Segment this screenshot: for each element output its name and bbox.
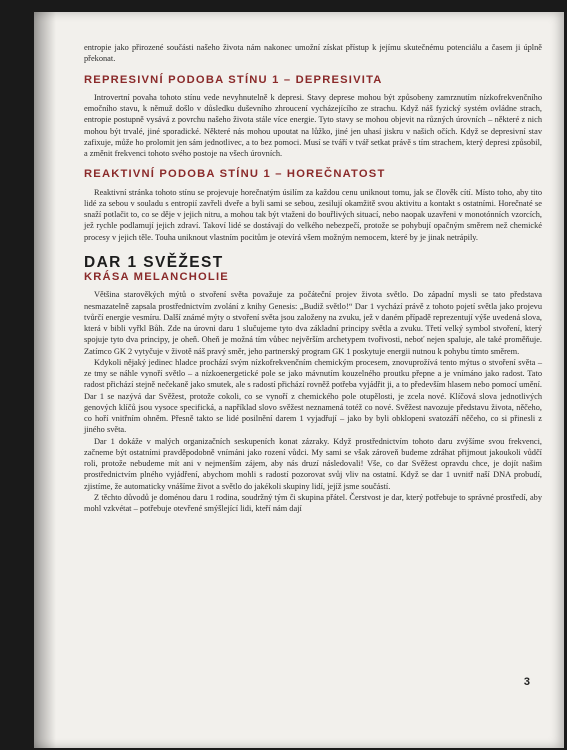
section-heading-depresivita: REPRESIVNÍ PODOBA STÍNU 1 – DEPRESIVITA — [84, 73, 383, 86]
chapter-title-dar: DAR 1 SVĚŽEST — [84, 253, 224, 271]
dar-paragraph-1: Většina starověkých mýtů o stvoření světa považuje za počáteční projev života světlo. Do západní mysli se tato představa nesmazatelně zapsala prostřednictvím zvolání z knihy Genesis: „Budiž světlo!“ Dar 1 vychází právě z tohoto pojetí světla jako projevu tvůrčí energie vesmíru. Další známé mýty o stvoření světa jsou založeny na zvuku, jež v daném případě reprezentují výše uvedená slova, která v bibli vyřkl Bůh. Zde na úrovni daru 1 slučujeme tyto dva základní principy světla a zvuku. Třetí velký symbol stvoření, který spojuje tyto dva principy, je oheň. Oheň je možná tím vůbec nejvěrším archetypem tvořivosti, neboť nejen spaluje, ale také proměňuje. Zatímco GK 2 vytyčuje v životě náš pravý směr, jeho partnerský program GK 1 poskytuje energii nutnou k pohybu tímto směrem. — [84, 290, 542, 356]
dar-paragraph-3: Dar 1 dokáže v malých organizačních seskupeních konat zázraky. Když prostřednictvím tohoto daru zvýšíme svou frekvenci, začneme být ostatními pravděpodobně vnímáni jako rození vůdci. My sami se však zároveň budeme zdráhat přijmout jakoukoli vůdčí roli, protože nebudeme mít ani v nejmenším zájem, aby nás druzí následovali! Vše, co dar Svěžest opravdu chce, je dojít našim prostřednictvím plného vyjádření, abychom mohli s radostí pozorovat svůj vliv na ostatní. Když se dar 1 uvnitř naší DNA probudí, zjistíme, že automaticky vnášíme život a světlo do jakékoli skupiny lidí, jejíž jsme součástí. — [84, 436, 542, 491]
section-heading-horecnatost: REAKTIVNÍ PODOBA STÍNU 1 – HOREČNATOST — [84, 168, 386, 181]
paragraph-horecnatost: Reaktivní stránka tohoto stínu se projevuje horečnatým úsilím za každou cenu uniknout tomu, jak se člověk cítí. Místo toho, aby tito lidé za sebou v souladu s entropií zavřeli dveře a byli sami se sebou, zesilují okamžitě svou aktivitu a kontakt s ostatními. Horečnaté se snaží potlačit to, co se děje v jejich nitru, a mohou tak být vtaženi do bouřlivých situací, nebo naopak uzavřeni v monotónních vzorcích, jež rychle podlamují jejich zdraví. Takoví lidé se dostávají do velkého nebezpečí, protože se pohybují opačným směrem než chemické procesy v jejich těle. Touha uniknout vlastním pocitům je otevírá všem možným nemocem, které by je jinak netrápily. — [84, 187, 542, 242]
book-page — [34, 12, 564, 748]
page-content — [84, 42, 542, 514]
paragraph-depresivita: Introvertní povaha tohoto stínu vede nevyhnutelně k depresi. Stavy deprese mohou být způsobeny zamrznutím nízkofrekvenčního emočního stavu, k němuž došlo v důsledku duševního zhroucení vycházejícího ze strachu. Když náš fyzický systém ovládne strach, entropie postupně vysává z povrchu našeho života stále více energie. Tyto stavy se mohou objevit na různých úrovních – některé z nich mohou být trvalé, jiné sporadické. Některé nás mohou upoutat na lůžko, jiné jen uhasí jiskru v našich očích. Když se depresivní stav zafixuje, může ho prolomit jen sám jednotlivec, a to bez pomoci. Musí se tváří v tvář setkat právě s tím strachem, který depresi způsobil, a změnit frekvenci tohoto svého postoje na všech úrovních. — [84, 92, 542, 158]
subheading-krasa-melancholie: KRÁSA MELANCHOLIE — [84, 271, 229, 283]
intro-paragraph: entropie jako přirozené součásti našeho života nám nakonec umožní získat přístup k jejímu skutečnému potenciálu a časem ji úplně překonat. — [84, 43, 542, 64]
page-number: 3 — [523, 676, 530, 688]
dar-paragraph-2: Kdykoli nějaký jedinec hladce prochází svým nízkofrekvenčním chemickým procesem, znovuprožívá tento mýtus o stvoření světa – ze tmy se náhle vynoří světlo – a nízkoenergetické pole se jako mávnutím kouzelného proutku přepne a je vnímáno jako radost. Tato radost přichází stejně nečekaně jako smutek, ale s radostí přichází rovněž potřeba vyjádřit ji, a to především hlasem nebo pomocí umění. Dar 1 se nazývá dar Svěžest, protože cokoli, co se vynoří z chemického pole otupělosti, je zcela nové. Klíčová slova jednotlivých genových klíčů jsou vysoce specifická, a například slovo svěžest neznamená totéž co nové. Svěžest navozuje představu života, něčeho, co hoří vnitřním ohněm. Přesně takto se lidé posilnění darem 1 vyjadřují – jako by byli obklopeni svatozáří něčeho, co si přinesli z jiného světa. — [84, 357, 542, 435]
dar-paragraph-4: Z těchto důvodů je doménou daru 1 rodina, soudržný tým či skupina přátel. Čerstvost je dar, který potřebuje to správné prostředí, aby mohl vzkvétat – potřebuje otevřené smýšlející lidi, kteří nám dají — [84, 492, 542, 513]
